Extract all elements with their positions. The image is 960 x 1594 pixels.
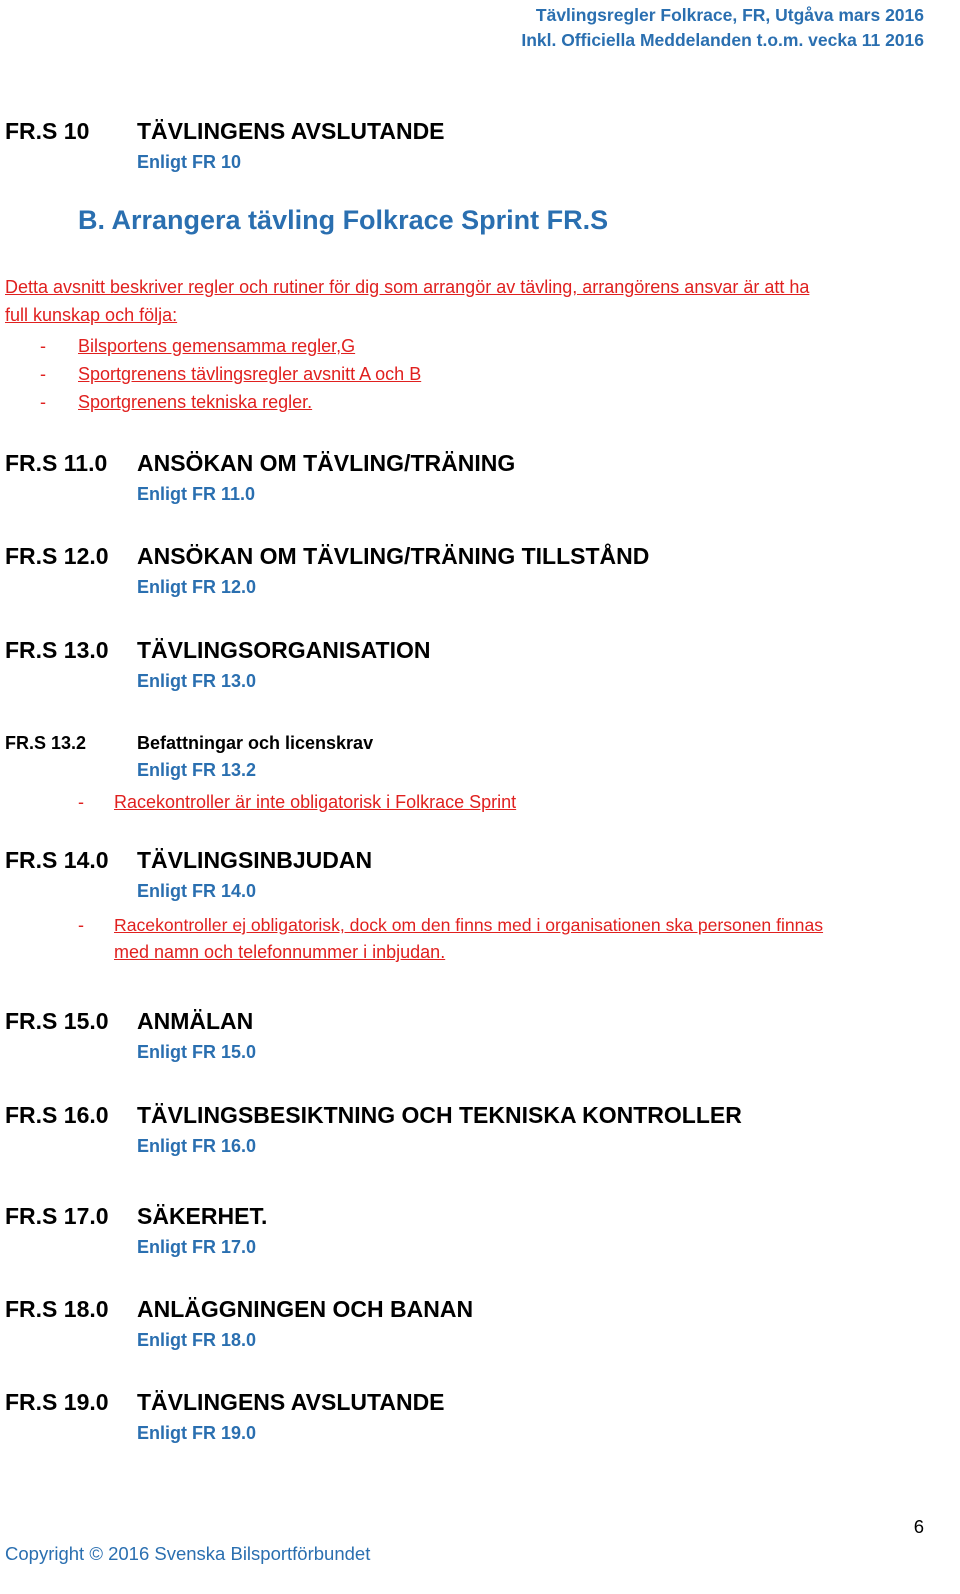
section-title: ANLÄGGNINGEN OCH BANAN [137,1296,474,1322]
bullet-dash: - [40,364,46,384]
bullet-item: Sportgrenens tävlingsregler avsnitt A och B [78,364,422,384]
intro-line-1: Detta avsnitt beskriver regler och rutiner för dig som arrangör av tävling, arrangörens ansvar är att ha [5,277,810,297]
section-b-heading: B. Arrangera tävling Folkrace Sprint FR.S [78,205,609,235]
subsection-title: Befattningar och licenskrav [137,733,374,753]
bullet-dash: - [40,336,46,356]
section-reference: Enligt FR 18.0 [137,1330,257,1350]
section-reference: Enligt FR 10 [137,152,242,172]
section-title: TÄVLINGENS AVSLUTANDE [137,1389,445,1415]
section-title: TÄVLINGSINBJUDAN [137,847,373,873]
section-number: FR.S 14.0 [5,847,109,873]
bullet-item: Bilsportens gemensamma regler,G [78,336,356,356]
note-dash: - [78,792,84,812]
section-reference: Enligt FR 14.0 [137,881,257,901]
copyright-footer: Copyright © 2016 Svenska Bilsportförbundet [5,1543,371,1564]
note-text-continued: med namn och telefonnummer i inbjudan. [114,942,446,962]
section-number: FR.S 11.0 [5,450,108,476]
section-title: TÄVLINGENS AVSLUTANDE [137,118,445,144]
section-title: ANSÖKAN OM TÄVLING/TRÄNING [137,450,516,476]
section-number: FR.S 16.0 [5,1102,109,1128]
section-number: FR.S 18.0 [5,1296,109,1322]
section-title: ANMÄLAN [137,1008,254,1034]
section-title: TÄVLINGSBESIKTNING OCH TEKNISKA KONTROLLER [137,1102,742,1128]
bullet-dash: - [40,392,46,412]
section-reference: Enligt FR 12.0 [137,577,257,597]
section-number: FR.S 13.0 [5,637,109,663]
intro-line-2: full kunskap och följa: [5,305,178,325]
section-reference: Enligt FR 19.0 [137,1423,257,1443]
section-number: FR.S 19.0 [5,1389,109,1415]
bullet-item: Sportgrenens tekniska regler. [78,392,313,412]
section-reference: Enligt FR 17.0 [137,1237,257,1257]
page-number: 6 [913,1516,924,1537]
section-reference: Enligt FR 15.0 [137,1042,257,1062]
subsection-number: FR.S 13.2 [5,733,87,753]
note-text: Racekontroller är inte obligatorisk i Folkrace Sprint [114,792,517,812]
section-number: FR.S 17.0 [5,1203,109,1229]
section-number: FR.S 12.0 [5,543,109,569]
note-text: Racekontroller ej obligatorisk, dock om den finns med i organisationen ska personen finnas [114,915,824,935]
section-title: TÄVLINGSORGANISATION [137,637,431,663]
section-number: FR.S 15.0 [5,1008,109,1034]
section-title: ANSÖKAN OM TÄVLING/TRÄNING TILLSTÅND [137,543,650,569]
section-reference: Enligt FR 16.0 [137,1136,257,1156]
document-header-title: Tävlingsregler Folkrace, FR, Utgåva mars 2016 [535,5,924,25]
subsection-reference: Enligt FR 13.2 [137,760,257,780]
section-reference: Enligt FR 11.0 [137,484,256,504]
section-title: SÄKERHET. [137,1203,268,1229]
section-number: FR.S 10 [5,118,90,144]
note-dash: - [78,915,84,935]
document-header-subtitle: Inkl. Officiella Meddelanden t.o.m. vecka 11 2016 [521,30,924,50]
section-reference: Enligt FR 13.0 [137,671,257,691]
